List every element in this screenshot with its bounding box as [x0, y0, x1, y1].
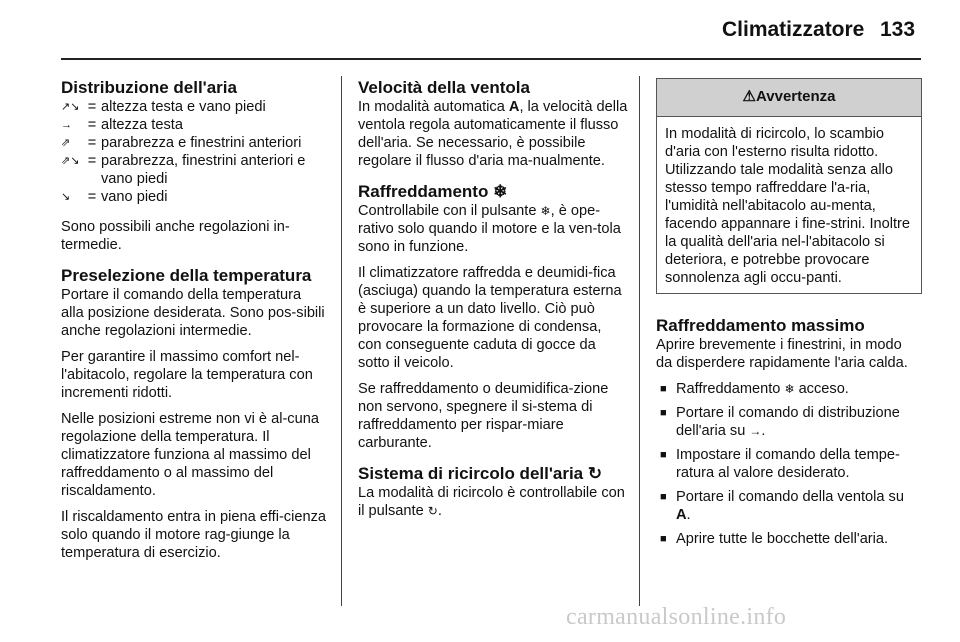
body-paragraph: Se raffreddamento o deumidifica-zione non servono, spegnere il si-stema di raffreddamento per rispar-miare carburante.	[358, 381, 609, 451]
section-title-recirculation: Sistema di ricircolo dell'aria ↻	[358, 464, 603, 483]
list-item: ■ Raffreddamento ❄ acceso.	[656, 380, 922, 398]
distribution-item	[61, 116, 327, 134]
section-title-temperature: Preselezione della temperatura	[61, 266, 312, 285]
bullet-square-icon: ■	[660, 407, 667, 419]
section-title-distribution: Distribuzione dell'aria	[61, 78, 237, 97]
equals-sign: =	[87, 153, 97, 169]
list-item: ■ Aprire tutte le bocchette dell'aria.	[656, 530, 922, 548]
column-divider-1	[341, 76, 342, 606]
list-item: ■ Portare il comando di distribuzione dell'aria su →.	[656, 404, 922, 440]
equals-sign: =	[87, 99, 97, 115]
distribution-item	[61, 98, 327, 116]
air-feet-icon: ↘	[61, 191, 71, 203]
column-middle	[358, 78, 628, 528]
distribution-item	[61, 152, 327, 188]
body-paragraph: Aprire brevemente i finestrini, in modo da disperdere rapidamente l'aria calda.	[656, 337, 908, 371]
section-title-fan: Velocità della ventola	[358, 78, 530, 97]
body-paragraph: Il riscaldamento entra in piena effi-cienza solo quando il motore rag-giunge la temperatura di esercizio.	[61, 509, 326, 561]
column-left	[61, 78, 327, 570]
body-paragraph: Nelle posizioni estreme non vi è al-cuna regolazione della temperatura. Il climatizzatore funziona al massimo del raffreddamento o al massimo del riscaldamento.	[61, 411, 319, 499]
section-title-max-cooling: Raffreddamento massimo	[656, 316, 865, 335]
body-paragraph: Controllabile con il pulsante ❄, è ope-rativo solo quando il motore e la ven-tola sono in funzione.	[358, 203, 621, 255]
distribution-item-text: parabrezza e finestrini anteriori	[101, 135, 302, 151]
page-number: 133	[880, 18, 916, 41]
air-head-icon: →	[749, 424, 762, 438]
equals-sign: =	[87, 135, 97, 151]
bullet-square-icon: ■	[660, 491, 667, 503]
distribution-item-text: altezza testa	[101, 117, 183, 133]
column-divider-2	[639, 76, 640, 606]
bullet-square-icon: ■	[660, 383, 667, 395]
list-item: ■ Impostare il comando della tempe-ratura al valore desiderato.	[656, 446, 922, 482]
warning-text: In modalità di ricircolo, lo scambio d'aria con l'esterno risulta ridotto. Utilizzando tale modalità senza allo stesso tempo raffreddare l'a-ria, l'umidità nell'abitacolo au-menta, facendo appannare i fine-strini. Inoltre la qualità dell'aria nel-l'abitacolo si deteriora, e potrebbe provocare sonnolenza agli occu-panti.	[665, 126, 911, 286]
distribution-item	[61, 134, 327, 152]
page-header-title: Climatizzatore	[722, 18, 865, 41]
distribution-list	[61, 98, 327, 206]
air-head-icon: →	[61, 119, 72, 131]
bullet-square-icon: ■	[660, 533, 667, 545]
distribution-item-text: parabrezza, finestrini anteriori e vano piedi	[101, 153, 306, 187]
auto-mode-letter: A	[508, 99, 520, 115]
recirculation-icon: ↻	[427, 504, 438, 518]
section-title-cooling: Raffreddamento ❄	[358, 182, 508, 201]
snowflake-icon: ❄	[493, 182, 508, 201]
column-right	[656, 78, 922, 554]
list-item: ■ Portare il comando della ventola su A.	[656, 488, 922, 524]
air-head-feet-icon: ↗↘	[61, 101, 80, 113]
watermark: carmanualsonline.info	[566, 604, 787, 630]
distribution-item	[61, 188, 327, 206]
distribution-note: Sono possibili anche regolazioni in-termedie.	[61, 219, 290, 253]
warning-triangle-icon: ⚠	[742, 88, 756, 105]
body-paragraph: In modalità automatica A, la velocità della ventola regola automaticamente il flusso dell'aria. Se necessario, è possibile regolare il flusso d'aria ma-nualmente.	[358, 99, 628, 169]
body-paragraph: Portare il comando della temperatura alla posizione desiderata. Sono pos-sibili anche regolazioni intermedie.	[61, 287, 325, 339]
air-windscreen-icon: ⇗	[61, 137, 71, 149]
body-paragraph: Il climatizzatore raffredda e deumidi-fica (asciuga) quando la temperatura esterna è superiore a un dato livello. Ciò può provocare la formazione di condensa, con conseguente caduta di gocce da sotto il veicolo.	[358, 265, 622, 371]
air-windscreen-feet-icon: ⇗↘	[61, 155, 80, 167]
distribution-item-text: vano piedi	[101, 189, 168, 205]
body-paragraph: La modalità di ricircolo è controllabile con il pulsante ↻.	[358, 485, 625, 519]
snowflake-icon: ❄	[784, 382, 795, 396]
body-paragraph: Per garantire il massimo comfort nel-l'abitacolo, regolare la temperatura con incrementi ridotti.	[61, 349, 313, 401]
auto-mode-letter: A	[676, 507, 687, 523]
snowflake-icon: ❄	[540, 204, 551, 218]
bullet-square-icon: ■	[660, 449, 667, 461]
equals-sign: =	[87, 117, 97, 133]
equals-sign: =	[87, 189, 97, 205]
recirculation-icon: ↻	[587, 464, 603, 483]
header-rule	[61, 58, 921, 60]
warning-box	[656, 78, 922, 294]
warning-title: Avvertenza	[755, 88, 836, 105]
distribution-item-text: altezza testa e vano piedi	[101, 99, 266, 115]
warning-header	[657, 79, 921, 117]
